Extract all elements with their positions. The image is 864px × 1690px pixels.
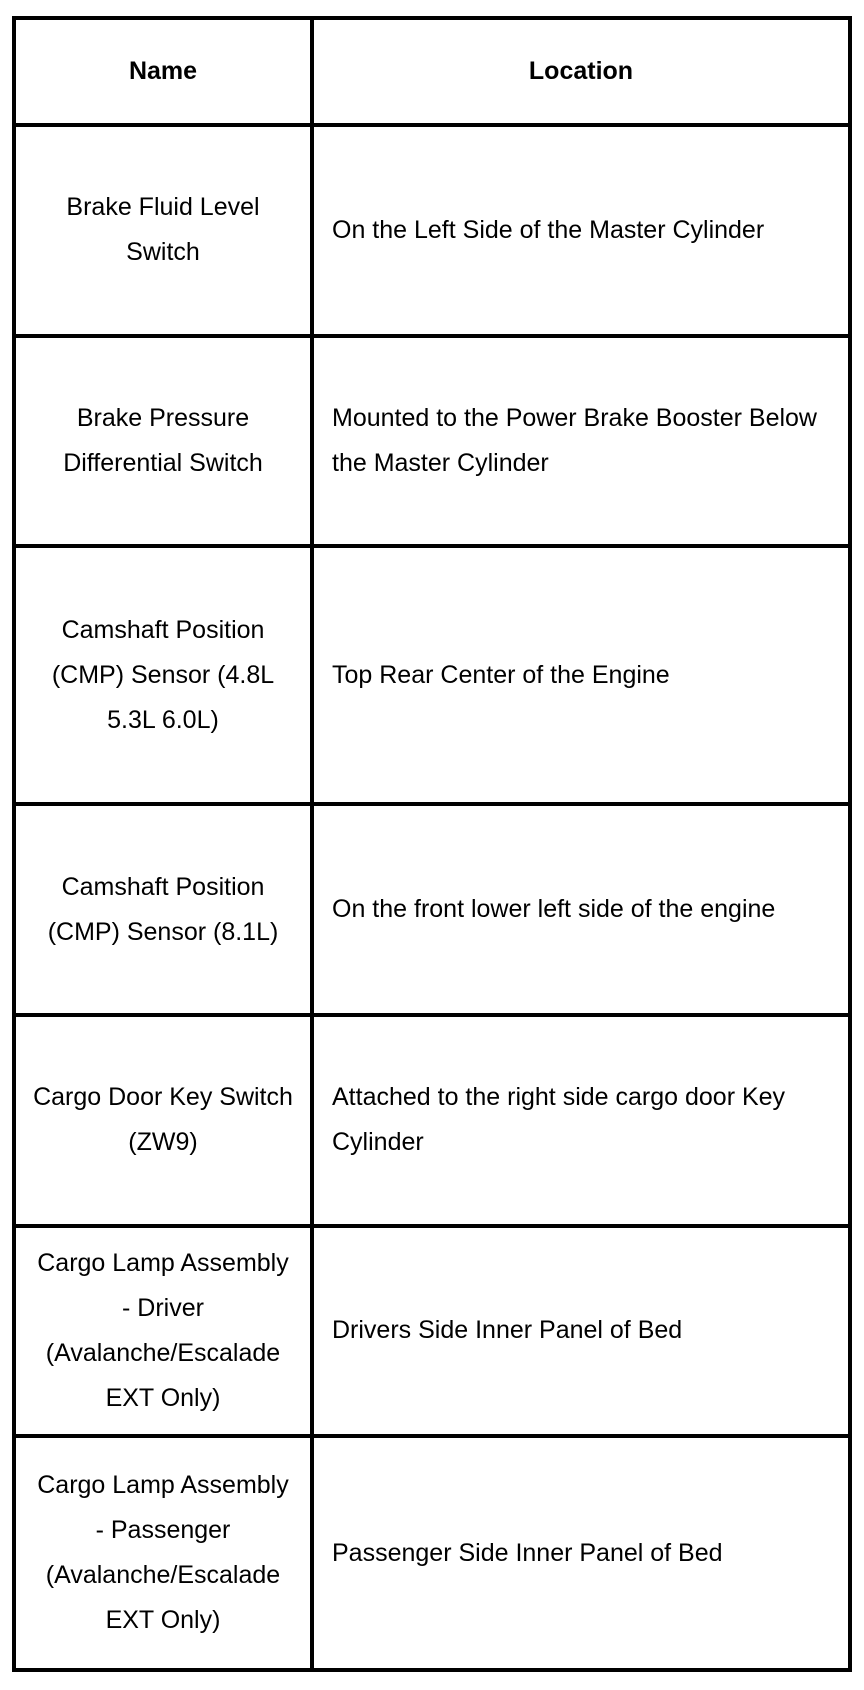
cell-name: Cargo Lamp Assembly - Passenger (Avalanche/Escalade EXT Only) (14, 1436, 312, 1670)
cell-location: On the Left Side of the Master Cylinder (312, 125, 850, 336)
header-name: Name (14, 18, 312, 125)
cell-location: Attached to the right side cargo door Key Cylinder (312, 1015, 850, 1226)
component-location-table (12, 16, 852, 1672)
cell-name: Cargo Lamp Assembly - Driver (Avalanche/Escalade EXT Only) (14, 1226, 312, 1437)
cell-name: Brake Fluid Level Switch (14, 125, 312, 336)
header-location: Location (312, 18, 850, 125)
cell-location: Drivers Side Inner Panel of Bed (312, 1226, 850, 1437)
cell-location: Top Rear Center of the Engine (312, 546, 850, 804)
cell-location: Mounted to the Power Brake Booster Below the Master Cylinder (312, 336, 850, 547)
cell-name: Camshaft Position (CMP) Sensor (8.1L) (14, 804, 312, 1015)
table-row (14, 1226, 850, 1437)
table-row (14, 546, 850, 804)
table-row (14, 125, 850, 336)
cell-location: On the front lower left side of the engine (312, 804, 850, 1015)
table-row (14, 1015, 850, 1226)
cell-name: Brake Pressure Differential Switch (14, 336, 312, 547)
table-row (14, 804, 850, 1015)
cell-name: Cargo Door Key Switch (ZW9) (14, 1015, 312, 1226)
table-row (14, 336, 850, 547)
cell-location: Passenger Side Inner Panel of Bed (312, 1436, 850, 1670)
table-row (14, 1436, 850, 1670)
cell-name: Camshaft Position (CMP) Sensor (4.8L 5.3L 6.0L) (14, 546, 312, 804)
header-row (14, 18, 850, 125)
